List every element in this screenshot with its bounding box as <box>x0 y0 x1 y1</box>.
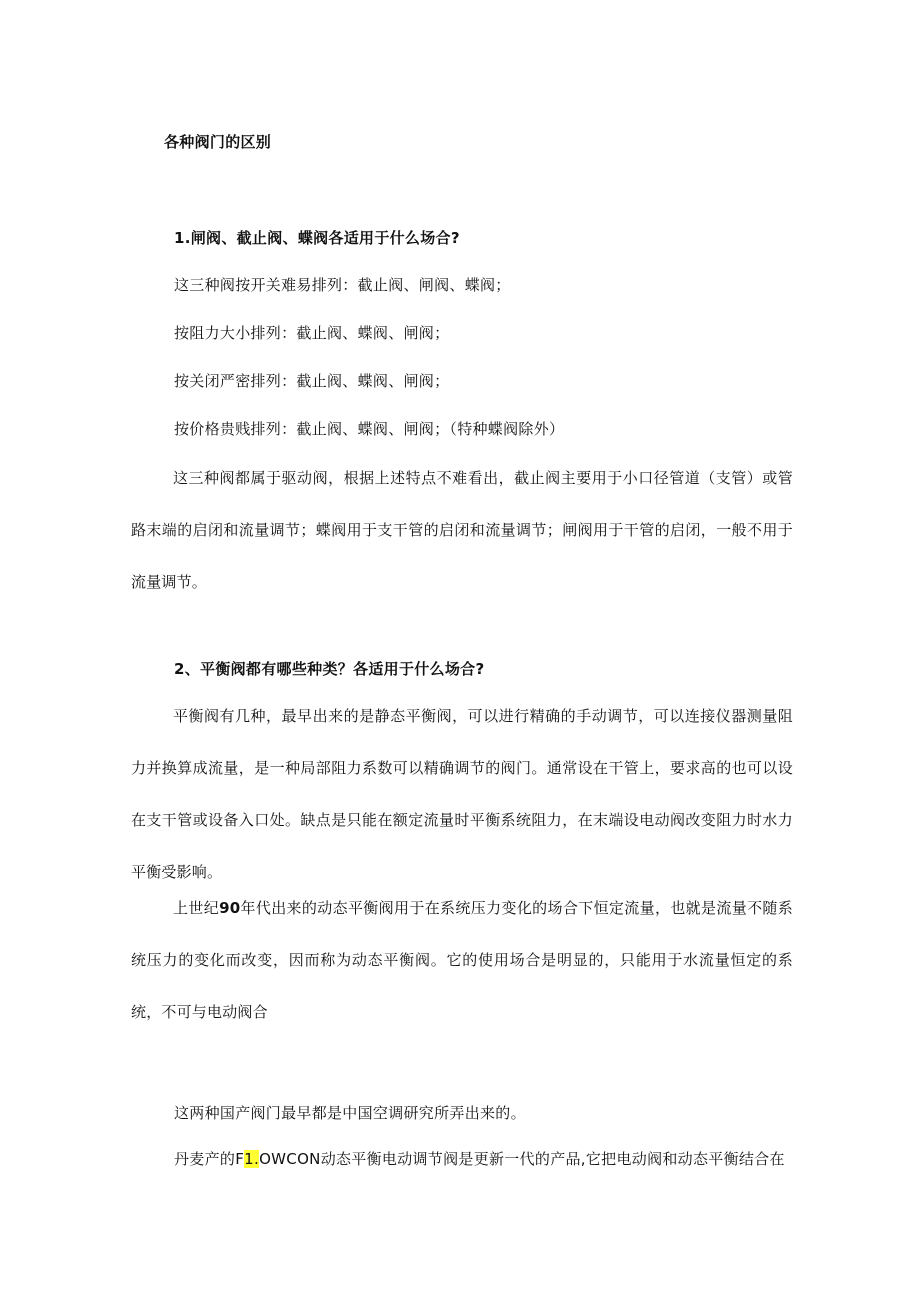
paragraph2-prefix: 上世纪 <box>173 899 220 917</box>
flowcon-rest: OWCON动态平衡电动调节阀是更新一代的产品,它把电动阀和动态平衡结合在 <box>259 1150 785 1168</box>
highlighted-text: 1. <box>244 1150 260 1168</box>
document-title: 各种阀门的区别 <box>164 133 272 151</box>
section1-heading: 1.闸阀、截止阀、蝶阀各适用于什么场合? <box>174 229 460 247</box>
section2-paragraph-1: 平衡阀有几种，最早出来的是静态平衡阀，可以进行精确的手动调节，可以连接仪器测量阻力并换算成流量，是一种局部阻力系数可以精确调节的阀门。通常设在干管上，要求高的也可以设在支干管或设备入口处。缺点是只能在额定流量时平衡系统阻力，在末端设电动阀改变阻力时水力平衡受影响。 <box>131 707 793 881</box>
section2-line-flowcon <box>174 1148 785 1169</box>
section2-paragraph-2 <box>131 882 793 1038</box>
flowcon-prefix: 丹麦产的F <box>174 1150 245 1168</box>
section2-heading: 2、平衡阀都有哪些种类？各适用于什么场合? <box>174 660 485 678</box>
section1-paragraph: 这三种阀都属于驱动阀，根据上述特点不难看出，截止阀主要用于小口径管道（支管）或管路末端的启闭和流量调节；蝶阀用于支干管的启闭和流量调节；闸阀用于干管的启闭，一般不用于流量调节。 <box>131 469 793 591</box>
section1-line-1: 这三种阀按开关难易排列：截止阀、闸阀、蝶阀； <box>174 276 511 294</box>
section1-line-2: 按阻力大小排列：截止阀、蝶阀、闸阀； <box>174 324 450 342</box>
section2-line-domestic: 这两种国产阀门最早都是中国空调研究所弄出来的。 <box>174 1104 526 1122</box>
section1-line-3: 按关闭严密排列：截止阀、蝶阀、闸阀； <box>174 372 450 390</box>
paragraph2-rest: 年代出来的动态平衡阀用于在系统压力变化的场合下恒定流量，也就是流量不随系统压力的变化而改变，因而称为动态平衡阀。它的使用场合是明显的，只能用于水流量恒定的系统，不可与电动阀合 <box>131 899 793 1021</box>
section1-line-4: 按价格贵贱排列：截止阀、蝶阀、闸阀；（特种蝶阀除外） <box>174 420 565 438</box>
paragraph2-decade: 90 <box>219 899 241 917</box>
